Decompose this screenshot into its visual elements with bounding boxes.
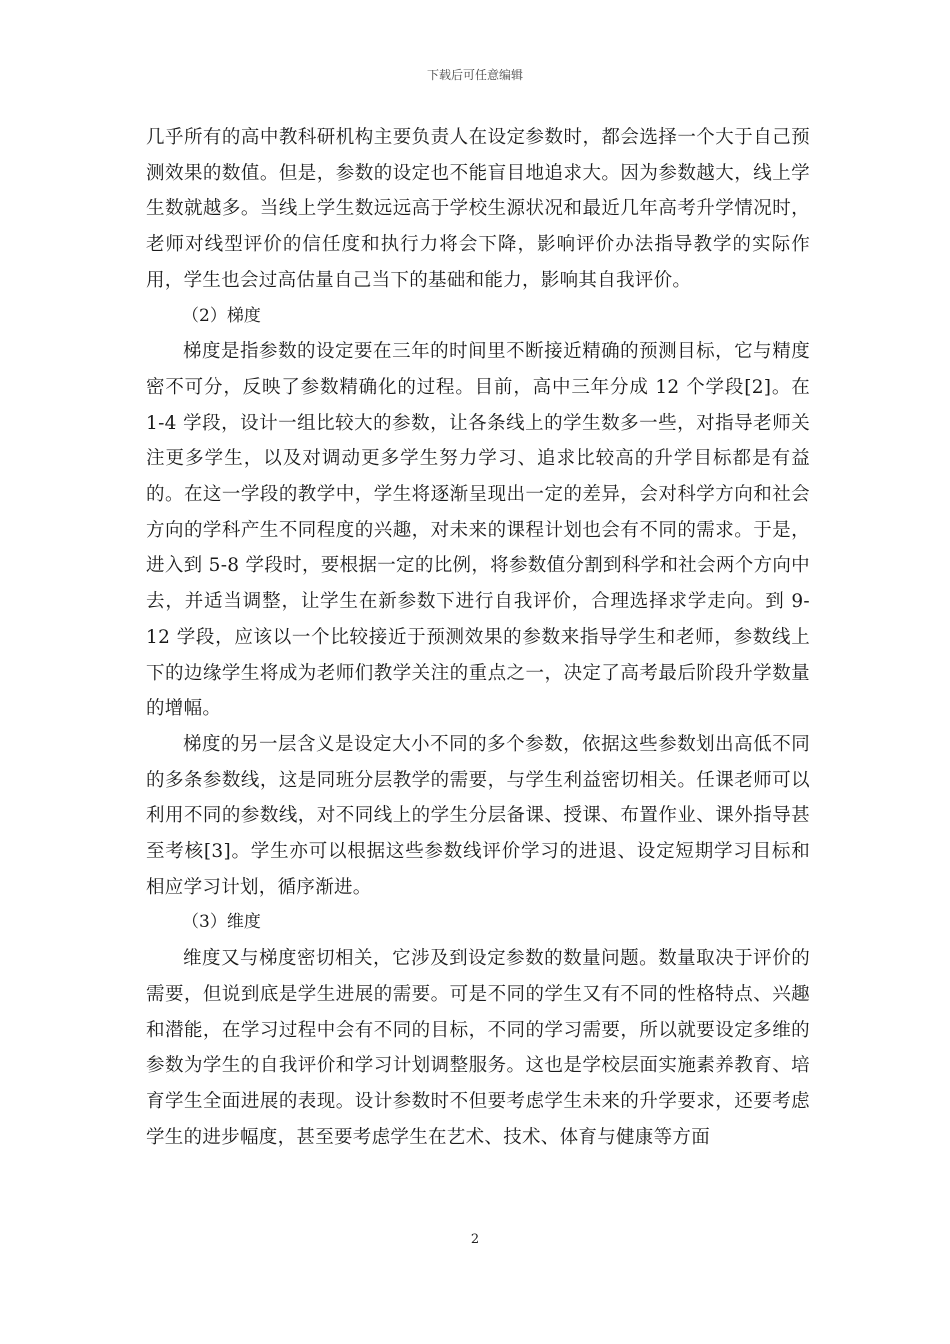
- section-heading-gradient: （2）梯度: [182, 305, 261, 326]
- section-heading-dimension: （3）维度: [182, 912, 261, 933]
- page-header: 下载后可任意编辑: [426, 68, 523, 82]
- page-number: 2: [470, 1232, 480, 1247]
- paragraph-dimension: 维度又与梯度密切相关，它涉及到设定参数的数量问题。数量取决于评价的需要，但说到底是学生进展的需要。可是不同的学生又有不同的性格特点、兴趣和潜能，在学习过程中会有不同的目标，不同的学习需要，所以就要设定多维的参数为学生的自我评价和学习计划调整服务。这也是学校层面实施素养教育、培育学生全面进展的表现。设计参数时不但要考虑学生未来的升学要求，还要考虑学生的进步幅度，甚至要考虑学生在艺术、技术、体育与健康等方面: [146, 948, 810, 1148]
- paragraph-gradient-definition: 梯度是指参数的设定要在三年的时间里不断接近精确的预测目标，它与精度密不可分，反映了参数精确化的过程。目前，高中三年分成 12 个学段[2]。在 1-4 学段，设计一组比较大的参数，让各条线上的学生数多一些，对指导老师关注更多学生，以及对调动更多学生努力学习、追求比较高的升学目标都是有益的。在这一学段的教学中，学生将逐渐呈现出一定的差异，会对科学方向和社会方向的学科产生不同程度的兴趣，对未来的课程计划也会有不同的需求。于是，进入到 5-8 学段时，要根据一定的比例，将参数值分割到科学和社会两个方向中去，并适当调整，让学生在新参数下进行自我评价，合理选择求学走向。到 9-12 学段，应该以一个比较接近于预测效果的参数来指导学生和老师，参数线上下的边缘学生将成为老师们教学关注的重点之一，决定了高考最后阶段升学数量的增幅。: [146, 341, 810, 720]
- document-body: [146, 120, 810, 1155]
- paragraph-gradient-second-meaning: 梯度的另一层含义是设定大小不同的多个参数，依据这些参数划出高低不同的多条参数线，这是同班分层教学的需要，与学生利益密切相关。任课老师可以利用不同的参数线，对不同线上的学生分层备课、授课、布置作业、课外指导甚至考核[3]。学生亦可以根据这些参数线评价学习的进退、设定短期学习目标和相应学习计划，循序渐进。: [146, 733, 810, 898]
- paragraph-precision-continued: 几乎所有的高中教科研机构主要负责人在设定参数时，都会选择一个大于自己预测效果的数值。但是，参数的设定也不能盲目地追求大。因为参数越大，线上学生数就越多。当线上学生数远远高于学校生源状况和最近几年高考升学情况时，老师对线型评价的信任度和执行力将会下降，影响评价办法指导教学的实际作用，学生也会过高估量自己当下的基础和能力，影响其自我评价。: [146, 127, 810, 291]
